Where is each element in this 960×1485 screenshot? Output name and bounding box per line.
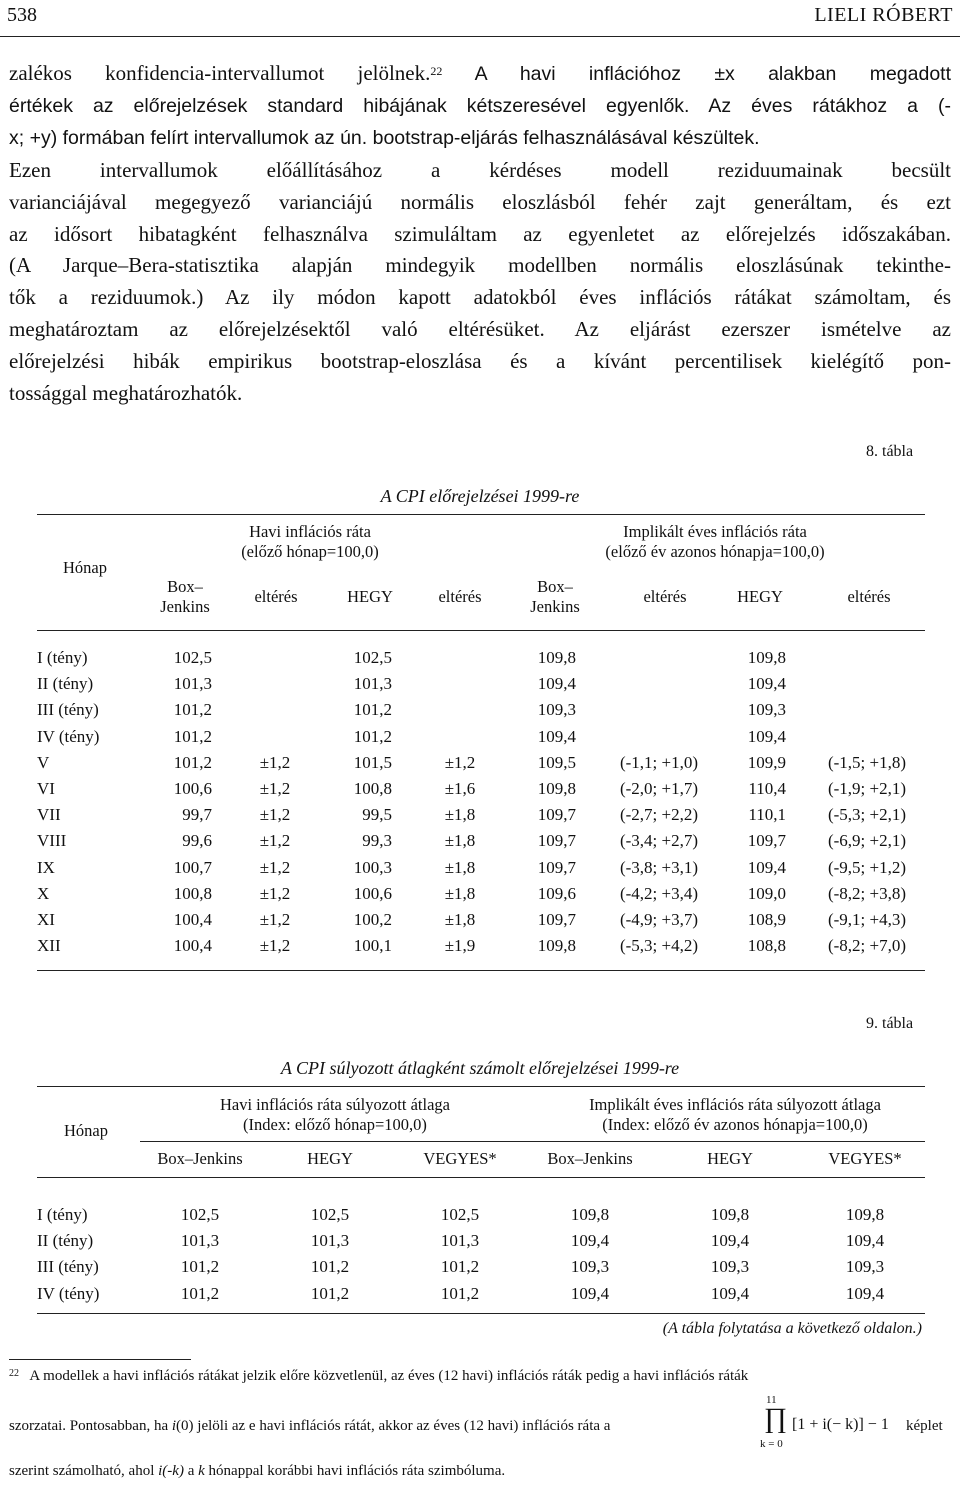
table8-cell: 108,9 bbox=[747, 910, 786, 929]
table8-cell: 99,5 bbox=[362, 805, 392, 825]
table8-cell: (-9,1; +4,3) bbox=[827, 910, 907, 929]
table8-cell: 109,8 bbox=[747, 648, 786, 667]
para-line-3: x; +y) formában felírt intervallumok az ún. bootstrap-eljárás felhasználásával készültek. bbox=[9, 126, 760, 149]
table8-cell: (-4,2; +3,4) bbox=[619, 883, 699, 903]
table8-cell: 99,3 bbox=[362, 831, 392, 851]
table8-annual-group-2: (előző év azonos hónapja=100,0) bbox=[605, 542, 825, 561]
table8-cell: ±1,2 bbox=[259, 883, 291, 903]
footnote-number: 22 bbox=[9, 1368, 19, 1379]
table8-cell: 109,7 bbox=[747, 831, 786, 851]
para-line-8: tők a reziduumok.) Az ily módon kapott adatokból éves inflációs rátákat számoltam, és bbox=[9, 285, 951, 310]
table9-cell: 102,5 bbox=[310, 1205, 350, 1224]
formula-upper-limit: 11 bbox=[766, 1394, 777, 1406]
table8-cell: 100,8 bbox=[353, 779, 392, 798]
table8-cell: ±1,2 bbox=[259, 936, 291, 956]
table8-cell: 109,0 bbox=[747, 883, 786, 903]
para-line-9: meghatároztam az előrejelzésektől való eltérésüket. Az eljárást ezerszer ismételve az bbox=[9, 317, 951, 342]
table8-cell: 100,7 bbox=[173, 857, 212, 877]
table8-cell: (-2,0; +1,7) bbox=[619, 779, 699, 798]
para-line-1b: A havi inflációhoz ±x alakban megadott bbox=[442, 63, 951, 85]
table8-hegy2: HEGY bbox=[737, 587, 783, 606]
table8-cell: 100,1 bbox=[353, 936, 392, 956]
table8-cell: (-8,2; +7,0) bbox=[827, 936, 907, 956]
table9-cell: 109,3 bbox=[710, 1257, 750, 1277]
table8-top-rule bbox=[37, 514, 925, 515]
table9-label: 9. tábla bbox=[866, 1015, 914, 1032]
table8-row-label: V bbox=[37, 752, 50, 772]
table8-row-label: III (tény) bbox=[37, 700, 99, 720]
table9-annual-group-1: Implikált éves inflációs ráta súlyozott átlaga bbox=[589, 1095, 881, 1114]
footnote-kepet: képlet bbox=[906, 1418, 943, 1434]
table8-elteres2: eltérés bbox=[438, 587, 482, 606]
table8-title: A CPI előrejelzései 1999-re bbox=[380, 486, 580, 506]
footnote-k: k bbox=[198, 1463, 205, 1479]
table8-cell: 99,6 bbox=[182, 831, 212, 851]
table9-cell: 109,8 bbox=[570, 1205, 610, 1224]
table8-bj2-line2: Jenkins bbox=[530, 597, 580, 616]
table8-cell: 99,7 bbox=[182, 805, 212, 825]
table9-month-header: Hónap bbox=[64, 1121, 108, 1140]
table8-row-label: VI bbox=[37, 779, 55, 798]
table8-cell: 110,4 bbox=[748, 779, 786, 798]
table8-cell: 109,4 bbox=[747, 857, 786, 877]
table9-cell: 102,5 bbox=[180, 1205, 220, 1224]
table8-cell: 101,3 bbox=[173, 674, 212, 694]
product-formula bbox=[758, 1394, 958, 1458]
table8-elteres1: eltérés bbox=[254, 587, 298, 606]
para-line-7: (A Jarque–Bera-statisztika alapján mindegyik modellben normális eloszlásúnak tekinthe- bbox=[9, 253, 951, 278]
table8-cell: 101,2 bbox=[173, 726, 212, 746]
table9-cell: 101,2 bbox=[180, 1257, 220, 1277]
table8-cell: 100,4 bbox=[173, 910, 212, 929]
table9-cell: 109,8 bbox=[710, 1205, 750, 1224]
table8-cell: 109,3 bbox=[747, 700, 786, 720]
table8-cell: ±1,9 bbox=[444, 936, 476, 956]
table8-monthly-group-1: Havi inflációs ráta bbox=[249, 522, 371, 541]
para-line-10: előrejelzési hibák empirikus bootstrap-eloszlása és a kívánt percentilisek kielégítő pon- bbox=[9, 349, 951, 374]
table8-monthly-group-2: (előző hónap=100,0) bbox=[241, 542, 379, 561]
table8-cell: 109,7 bbox=[537, 831, 576, 851]
table8-cell: 102,5 bbox=[353, 648, 392, 667]
table8-cell: ±1,2 bbox=[259, 752, 291, 772]
table8-cell: (-5,3; +4,2) bbox=[619, 936, 699, 956]
table8-row-label: XI bbox=[37, 910, 55, 929]
table8-cell: 109,5 bbox=[537, 752, 576, 772]
table8-header-rule bbox=[37, 630, 925, 631]
table8-cell: 109,8 bbox=[537, 779, 576, 798]
table9-bottom-rule bbox=[37, 1313, 925, 1314]
table8-annual-group-1: Implikált éves inflációs ráta bbox=[623, 522, 807, 541]
para-line-1 bbox=[9, 58, 951, 91]
table9-cell: 109,8 bbox=[845, 1205, 885, 1224]
footnote-line-3c: hónappal korábbi havi inflációs ráta szimbóluma. bbox=[204, 1463, 506, 1479]
table9-cell: 109,4 bbox=[845, 1283, 885, 1303]
table8-cell: ±1,8 bbox=[444, 857, 476, 877]
table8-cell: 109,4 bbox=[747, 674, 786, 694]
para-line-5: varianciájával megegyező varianciájú normális eloszlásból fehér zajt generáltam, és ezt bbox=[9, 189, 951, 214]
table8-cell: 102,5 bbox=[173, 648, 212, 667]
footnote-line-2b: (0) jelöli az e havi inflációs rátát, akkor az éves (12 havi) inflációs ráta a bbox=[176, 1418, 611, 1434]
table8-cell: 100,4 bbox=[173, 936, 212, 956]
table9-cell: 101,3 bbox=[180, 1231, 220, 1251]
table8-cell: ±1,8 bbox=[444, 883, 476, 903]
table8-cell: ±1,8 bbox=[444, 910, 476, 929]
table9-cell: 101,3 bbox=[310, 1231, 350, 1251]
table8-cell: 101,3 bbox=[353, 674, 392, 694]
running-head: LIELI RÓBERT bbox=[814, 4, 953, 26]
table9-cell: 109,4 bbox=[570, 1231, 610, 1251]
table8-cell: (-3,4; +2,7) bbox=[619, 831, 699, 851]
table8-row-label: VIII bbox=[37, 831, 67, 851]
para-line-2: értékek az előrejelzések standard hibájának kétszeresével egyenlők. Az éves rátákhoz a (- bbox=[9, 94, 951, 117]
table9-cell: 109,4 bbox=[845, 1231, 885, 1251]
table9-cell: 101,2 bbox=[440, 1257, 480, 1277]
table8-cell: 109,8 bbox=[537, 648, 576, 667]
para-line-6: az idősort hibatagként felhasználva szimuláltam az egyenletet az előrejelzés időszakában. bbox=[9, 221, 951, 246]
table8-cell: (-1,1; +1,0) bbox=[619, 752, 699, 772]
table9-top-rule bbox=[37, 1086, 925, 1087]
table9-cell: 101,2 bbox=[310, 1257, 350, 1277]
table9-cell: 101,2 bbox=[310, 1283, 350, 1303]
table9-row-label: III (tény) bbox=[37, 1257, 99, 1277]
table8-cell: 100,6 bbox=[353, 883, 392, 903]
table8-elteres4: eltérés bbox=[847, 587, 891, 606]
formula-body: [1 + i(− k)] − 1 bbox=[792, 1416, 889, 1433]
table8-cell: ±1,2 bbox=[444, 752, 476, 772]
table8-label: 8. tábla bbox=[866, 443, 914, 460]
table8-cell: 109,7 bbox=[537, 857, 576, 877]
table8-cell: ±1,6 bbox=[444, 779, 476, 798]
table8-cell: 101,2 bbox=[353, 726, 392, 746]
table8-cell: 109,4 bbox=[537, 726, 576, 746]
table8-cell: (-8,2; +3,8) bbox=[827, 883, 907, 903]
table8-cell: (-2,7; +2,2) bbox=[619, 805, 699, 825]
table8-cell: 100,8 bbox=[173, 883, 212, 903]
table8-cell: 109,4 bbox=[537, 674, 576, 694]
footnote-line-1-text: A modellek a havi inflációs rátákat jelzik előre közvetlenül, az éves (12 havi) inflációs ráták pedig a havi inflációs ráták bbox=[26, 1368, 749, 1384]
table8-cell: (-5,3; +2,1) bbox=[827, 805, 907, 825]
footnote-ref: 22 bbox=[430, 64, 443, 78]
table9-cell: 101,3 bbox=[440, 1231, 480, 1251]
table8-month-header: Hónap bbox=[63, 558, 107, 577]
table8-cell: 109,4 bbox=[747, 726, 786, 746]
table9-annual-group-2: (Index: előző év azonos hónapja=100,0) bbox=[602, 1115, 868, 1134]
table9-col-hegy2: HEGY bbox=[707, 1149, 753, 1168]
table8-cell: 100,6 bbox=[173, 779, 212, 798]
table8-cell: ±1,8 bbox=[444, 831, 476, 851]
table8-cell: ±1,2 bbox=[259, 910, 291, 929]
table9-cell: 109,4 bbox=[710, 1283, 750, 1303]
table8-cell: (-1,9; +2,1) bbox=[827, 779, 907, 798]
table8-row-label: XII bbox=[37, 936, 61, 956]
table8-cell: ±1,2 bbox=[259, 805, 291, 825]
footnote-line-2 bbox=[9, 1418, 610, 1435]
table8-bj2-line1: Box– bbox=[537, 577, 573, 596]
table8-row-label: II (tény) bbox=[37, 674, 94, 694]
table9-subheader-rule bbox=[140, 1141, 925, 1142]
table9-col-vegyes2: VEGYES* bbox=[828, 1149, 902, 1168]
table8-cell: 101,2 bbox=[353, 700, 392, 720]
table8-cell: ±1,2 bbox=[259, 831, 291, 851]
table8-cell: (-4,9; +3,7) bbox=[619, 910, 699, 929]
para-line-1a: zalékos konfidencia-intervallumot jelölnek. bbox=[9, 61, 431, 85]
table9-cell: 101,2 bbox=[180, 1283, 220, 1303]
table8-cell: 110,1 bbox=[748, 805, 786, 825]
table9-title: A CPI súlyozott átlagként számolt előrejelzései 1999-re bbox=[280, 1058, 680, 1078]
footnote-line-3 bbox=[9, 1463, 505, 1480]
table9-col-bj1: Box–Jenkins bbox=[157, 1149, 243, 1168]
table8-cell: 100,3 bbox=[353, 857, 392, 877]
table8-row-label: VII bbox=[37, 805, 61, 825]
page-header bbox=[0, 0, 960, 37]
table-continued-note: (A tábla folytatása a következő oldalon.) bbox=[662, 1320, 922, 1337]
body-paragraph bbox=[9, 58, 951, 410]
footnote-i0: i bbox=[171, 1418, 177, 1434]
table9-monthly-group-1: Havi inflációs ráta súlyozott átlaga bbox=[219, 1095, 450, 1114]
table8-elteres3: eltérés bbox=[643, 587, 687, 606]
footnote-ik: i(-k) bbox=[158, 1463, 184, 1479]
table8-cell: (-9,5; +1,2) bbox=[827, 857, 907, 877]
table8-row-label: IX bbox=[37, 857, 55, 877]
table9-row-label: II (tény) bbox=[37, 1231, 94, 1251]
table9-cell: 109,3 bbox=[845, 1257, 885, 1277]
table8-cell: 109,7 bbox=[537, 805, 576, 825]
table8-bj1-line2: Jenkins bbox=[160, 597, 210, 616]
table9-cell: 102,5 bbox=[440, 1205, 480, 1224]
table9-monthly-group-2: (Index: előző hónap=100,0) bbox=[243, 1115, 427, 1134]
table9-col-bj2: Box–Jenkins bbox=[547, 1149, 633, 1168]
table9-cell: 109,4 bbox=[710, 1231, 750, 1251]
table9-cell: 109,3 bbox=[570, 1257, 610, 1277]
table8-cell: 109,6 bbox=[537, 883, 576, 903]
table8-cell: (-3,8; +3,1) bbox=[619, 857, 699, 877]
footnote-line-3b: a bbox=[183, 1463, 199, 1479]
table8-cell: 109,8 bbox=[537, 936, 576, 956]
table8-cell: 101,5 bbox=[353, 752, 392, 772]
table8-cell: 108,8 bbox=[747, 936, 786, 956]
table9-col-vegyes1: VEGYES* bbox=[423, 1149, 497, 1168]
table8-cell: ±1,8 bbox=[444, 805, 476, 825]
footnote-line-1 bbox=[9, 1368, 954, 1385]
table9-row-label: I (tény) bbox=[37, 1205, 88, 1224]
product-symbol-icon: ∏ bbox=[764, 1403, 788, 1434]
table8-cell: 109,3 bbox=[537, 700, 576, 720]
table8-cell: (-6,9; +2,1) bbox=[827, 831, 907, 851]
table9-cell: 101,2 bbox=[440, 1283, 480, 1303]
table9-header-rule bbox=[37, 1177, 925, 1178]
page-number: 538 bbox=[7, 4, 37, 26]
table8-bottom-rule bbox=[37, 970, 925, 971]
footnote-line-2a: szorzatai. Pontosabban, ha bbox=[9, 1418, 172, 1434]
footnote-separator bbox=[9, 1359, 191, 1360]
table8-row-label: I (tény) bbox=[37, 648, 88, 667]
table9-cell: 109,4 bbox=[570, 1283, 610, 1303]
footnote-line-3a: szerint számolható, ahol bbox=[9, 1463, 159, 1479]
table8-cell: 109,7 bbox=[537, 910, 576, 929]
table8-hegy1: HEGY bbox=[347, 587, 393, 606]
para-line-11: tossággal meghatározhatók. bbox=[9, 381, 243, 406]
table8-cell: 101,2 bbox=[173, 700, 212, 720]
table8-cell: ±1,2 bbox=[259, 857, 291, 877]
formula-lower-limit: k = 0 bbox=[760, 1438, 783, 1450]
table8-cell: 101,2 bbox=[173, 752, 212, 772]
table8-bj1-line1: Box– bbox=[167, 577, 203, 596]
table9-col-hegy1: HEGY bbox=[307, 1149, 353, 1168]
table8-cell: 109,9 bbox=[747, 752, 786, 772]
table8-row-label: X bbox=[37, 883, 50, 903]
table8-cell: ±1,2 bbox=[259, 779, 291, 798]
table8-cell: (-1,5; +1,8) bbox=[827, 752, 907, 772]
table8-row-label: IV (tény) bbox=[37, 726, 100, 746]
para-line-4: Ezen intervallumok előállításához a kérdéses modell reziduumainak becsült bbox=[9, 157, 951, 182]
table9-row-label: IV (tény) bbox=[37, 1283, 100, 1303]
table8-cell: 100,2 bbox=[353, 910, 392, 929]
